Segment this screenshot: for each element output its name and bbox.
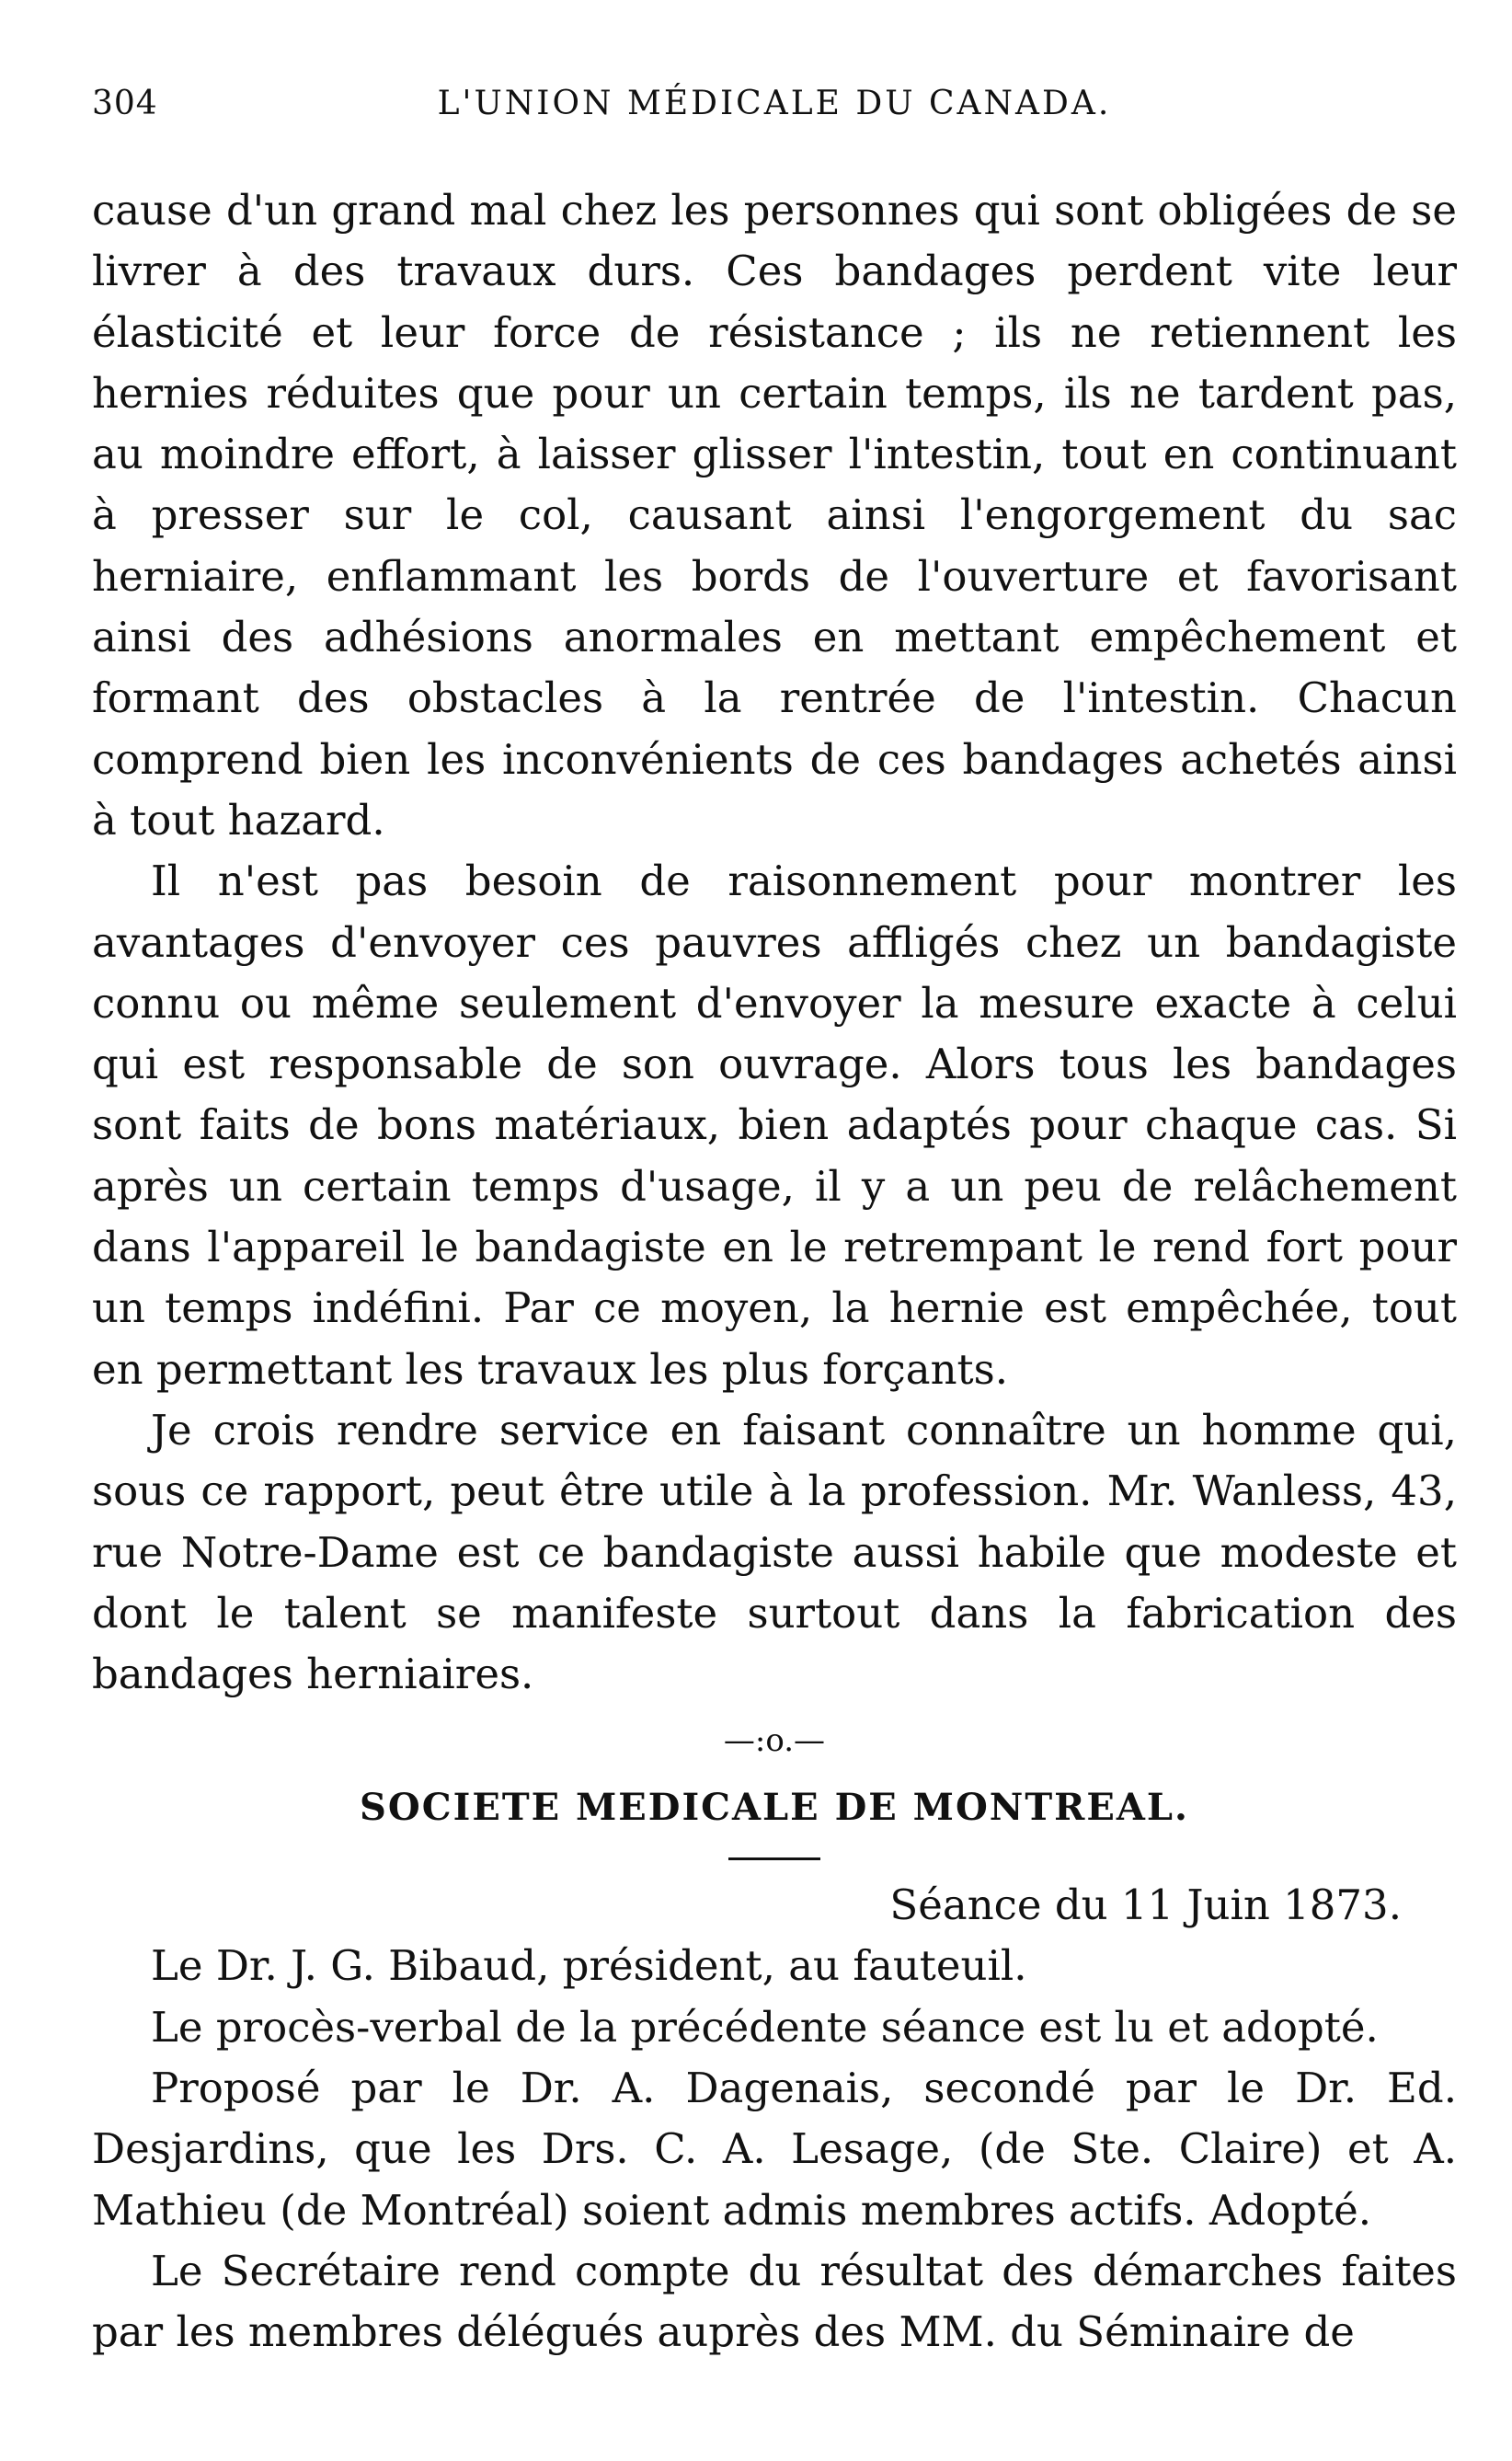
minutes-paragraph-secretary: Le Secrétaire rend compte du résultat des démarches faites par les membres délégués auprès des MM. du Séminaire de — [92, 2246, 1457, 2357]
minutes-paragraph-approval: Le procès-verbal de la précédente séance est lu et adopté. — [151, 2002, 1379, 2052]
paragraph-recommendation: Je crois rendre service en faisant connaître un homme qui, sous ce rapport, peut être utile à la profession. Mr. Wanless, 43, rue Notre-Dame est ce bandagiste aussi habile que modeste et dont le talent se manifeste surtout dans la fabrication des bandages herniaires. — [92, 1405, 1457, 1699]
section-title: SOCIETE MEDICALE DE MONTREAL. — [360, 1786, 1189, 1830]
article-body — [92, 180, 1457, 1705]
title-rule — [728, 1857, 820, 1860]
running-head — [92, 85, 1457, 140]
meeting-date: Séance du 11 Juin 1873. — [889, 1880, 1402, 1930]
page-number: 304 — [92, 85, 158, 122]
minutes-body — [92, 1936, 1457, 2363]
minutes-paragraph-chair: Le Dr. J. G. Bibaud, président, au fauteuil. — [151, 1941, 1027, 1991]
paragraph-continuation: cause d'un grand mal chez les personnes qui sont obligées de se livrer à des travaux durs. Ces bandages perdent vite leur élasticité et leur force de résistance ; ils ne retiennent les hernies réduites que pour un certain temps, ils ne tardent pas, au moindre effort, à laisser glisser l'intestin, tout en continuant à presser sur le col, causant ainsi l'engorgement du sac herniaire, enflammant les bords de l'ouverture et favorisant ainsi des adhésions anormales en mettant empêchement et formant des obstacles à la rentrée de l'intestin. Chacun comprend bien les inconvénients de ces bandages achetés ainsi à tout hazard. — [92, 186, 1457, 845]
section-separator: —:o.— — [723, 1722, 826, 1760]
minutes-paragraph-motion: Proposé par le Dr. A. Dagenais, secondé par le Dr. Ed. Desjardins, que les Drs. C. A. Lesage, (de Ste. Claire) et A. Mathieu (de Montréal) soient admis membres actifs. Adopté. — [92, 2064, 1457, 2235]
journal-title: L'UNION MÉDICALE DU CANADA. — [437, 85, 1112, 122]
paragraph-advantages: Il n'est pas besoin de raisonnement pour montrer les avantages d'envoyer ces pauvres affligés chez un bandagiste connu ou même seulement d'envoyer la mesure exacte à celui qui est responsable de son ouvrage. Alors tous les bandages sont faits de bons matériaux, bien adaptés pour chaque cas. Si après un certain temps d'usage, il y a un peu de relâchement dans l'appareil le bandagiste en le retrempant le rend fort pour un temps indéfini. Par ce moyen, la hernie est empêchée, tout en permettant les travaux les plus forçants. — [92, 857, 1457, 1394]
